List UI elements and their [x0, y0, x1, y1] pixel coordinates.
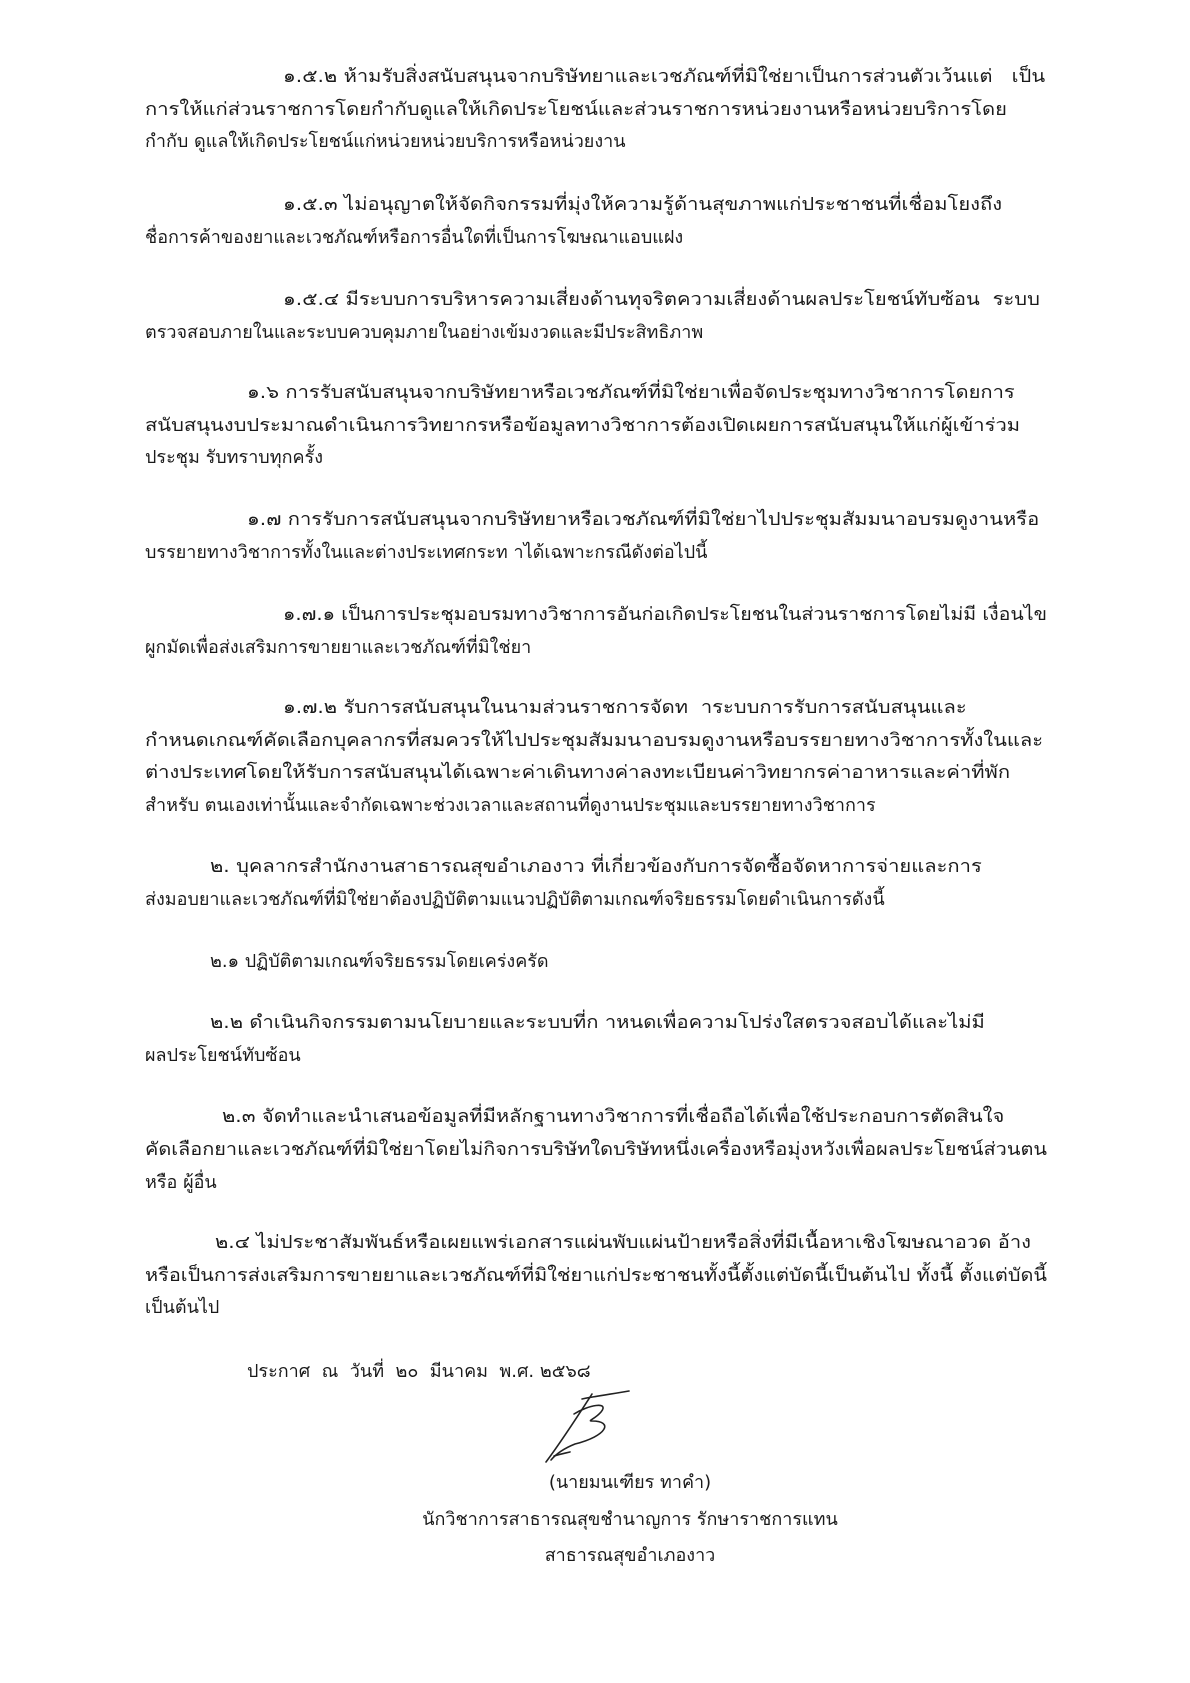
announcement-date: ประกาศ ณ วันที่ ๒๐ มีนาคม พ.ศ. ๒๕๖๘: [247, 1361, 591, 1382]
clause-2-2-line-1: ๒.๒ ดำเนินกิจกรรมตามนโยบายและระบบที่ก าหนดเพื่อความโปร่งใสตรวจสอบได้และไม่มี: [210, 1012, 985, 1033]
clause-2-2-line-2: ผลประโยชน์ทับซ้อน: [145, 1045, 301, 1066]
clause-1-5-4-line-2: ตรวจสอบภายในและระบบควบคุมภายในอย่างเข้มงวดและมีประสิทธิภาพ: [145, 322, 704, 343]
clause-2-4-line-3: เป็นต้นไป: [145, 1297, 220, 1318]
clause-2-line-1: ๒. บุคลากรสำนักงานสาธารณสุขอำเภองาว ที่เกี่ยวข้องกับการจัดซื้อจัดหาการจ่ายและการ: [210, 856, 982, 877]
signer-name: (นายมนเฑียร ทาคำ): [548, 1472, 712, 1493]
signature-stroke: [582, 1391, 629, 1399]
clause-1-6-line-1: ๑.๖ การรับสนับสนุนจากบริษัทยาหรือเวชภัณฑ์ที่มิใช่ยาเพื่อจัดประชุมทางวิชาการโดยการ: [247, 382, 1015, 403]
clause-1-7-2-line-3: ต่างประเทศโดยให้รับการสนับสนุนได้เฉพาะค่าเดินทางค่าลงทะเบียนค่าวิทยากรค่าอาหารและค่าที่พัก: [145, 762, 1011, 783]
clause-1-7-1-line-2: ผูกมัดเพื่อส่งเสริมการขายยาและเวชภัณฑ์ที่มิใช่ยา: [145, 637, 532, 658]
clause-1-6-line-3: ประชุม รับทราบทุกครั้ง: [145, 447, 323, 468]
clause-1-7-1-line-1: ๑.๗.๑ เป็นการประชุมอบรมทางวิชาการอันก่อเกิดประโยชนในส่วนราชการโดยไม่มี เงื่อนไข: [283, 604, 1047, 625]
clause-1-5-2-line-3: กำกับ ดูแลให้เกิดประโยชน์แก่หน่วยหน่วยบริการหรือหน่วยงาน: [145, 131, 626, 152]
clause-1-7-2-line-4: สำหรับ ตนเองเท่านั้นและจำกัดเฉพาะช่วงเวลาและสถานที่ดูงานประชุมและบรรยายทางวิชาการ: [145, 795, 876, 816]
signature-stroke: [551, 1405, 605, 1460]
clause-1-7-2-line-1: ๑.๗.๒ รับการสนับสนุนในนามส่วนราชการจัดท าระบบการรับการสนับสนุนและ: [283, 697, 967, 718]
clause-2-line-2: ส่งมอบยาและเวชภัณฑ์ที่มิใช่ยาต้องปฏิบัติตามแนวปฏิบัติตามเกณฑ์จริยธรรมโดยดำเนินการดังนี้: [145, 889, 885, 910]
clause-1-5-3-line-2: ชื่อการค้าของยาและเวชภัณฑ์หรือการอื่นใดที่เป็นการโฆษณาแอบแฝง: [145, 227, 684, 248]
clause-2-1-line-1: ๒.๑ ปฏิบัติตามเกณฑ์จริยธรรมโดยเคร่งครัด: [210, 951, 549, 972]
clause-2-3-line-1: ๒.๓ จัดทำและนำเสนอข้อมูลที่มีหลักฐานทางวิชาการที่เชื่อถือได้เพื่อใช้ประกอบการตัดสินใจ: [222, 1106, 1005, 1127]
clause-1-7-line-2: บรรยายทางวิชาการทั้งในและต่างประเทศกระท าได้เฉพาะกรณีดังต่อไปนี้: [145, 542, 708, 563]
signer-office: สาธารณสุขอำเภองาว: [544, 1545, 716, 1566]
clause-1-6-line-2: สนับสนุนงบประมาณดำเนินการวิทยากรหรือข้อมูลทางวิชาการต้องเปิดเผยการสนับสนุนให้แก่ผู้เข้าร่วม: [145, 415, 1021, 436]
clause-1-7-2-line-2: กำหนดเกณฑ์คัดเลือกบุคลากรที่สมควรให้ไปประชุมสัมมนาอบรมดูงานหรือบรรยายทางวิชาการทั้งในและ: [145, 730, 1044, 751]
clause-2-3-line-2: คัดเลือกยาและเวชภัณฑ์ที่มิใช่ยาโดยไม่กิจการบริษัทใดบริษัทหนึ่งเครื่องหรือมุ่งหวังเพื่อผลประโยชน์ส่วนตน: [145, 1139, 1047, 1160]
clause-1-5-2-line-1: ๑.๕.๒ ห้ามรับสิ่งสนับสนุนจากบริษัทยาและเวชภัณฑ์ที่มิใช่ยาเป็นการส่วนตัวเว้นแต่ เป็น: [283, 66, 1046, 87]
clause-2-4-line-2: หรือเป็นการส่งเสริมการขายยาและเวชภัณฑ์ที่มิใช่ยาแก่ประชาชนทั้งนี้ตั้งแต่บัดนี้เป็นต้นไป ทั้งนี้ ตั้งแต่บัดนี้: [145, 1265, 1047, 1286]
clause-2-4-line-1: ๒.๔ ไม่ประชาสัมพันธ์หรือเผยแพร่เอกสารแผ่นพับแผ่นป้ายหรือสิ่งที่มีเนื้อหาเชิงโฆษณาอวด อ้าง: [215, 1232, 1031, 1253]
clause-1-7-line-1: ๑.๗ การรับการสนับสนุนจากบริษัทยาหรือเวชภัณฑ์ที่มิใช่ยาไปประชุมสัมมนาอบรมดูงานหรือ: [247, 509, 1040, 530]
clause-1-5-4-line-1: ๑.๕.๔ มีระบบการบริหารความเสี่ยงด้านทุจริตความเสี่ยงด้านผลประโยชน์ทับซ้อน ระบบ: [283, 289, 1040, 310]
clause-2-3-line-3: หรือ ผู้อื่น: [145, 1172, 217, 1193]
clause-1-5-3-line-1: ๑.๕.๓ ไม่อนุญาตให้จัดกิจกรรมที่มุ่งให้ความรู้ด้านสุขภาพแก่ประชาชนที่เชื่อมโยงถึง: [283, 194, 1003, 215]
signer-position: นักวิชาการสาธารณสุขชำนาญการ รักษาราชการแทน: [422, 1509, 838, 1530]
clause-1-5-2-line-2: การให้แก่ส่วนราชการโดยกำกับดูแลให้เกิดประโยชน์และส่วนราชการหน่วยงานหรือหน่วยบริการโดย: [145, 99, 1007, 120]
signature: [530, 1386, 640, 1468]
